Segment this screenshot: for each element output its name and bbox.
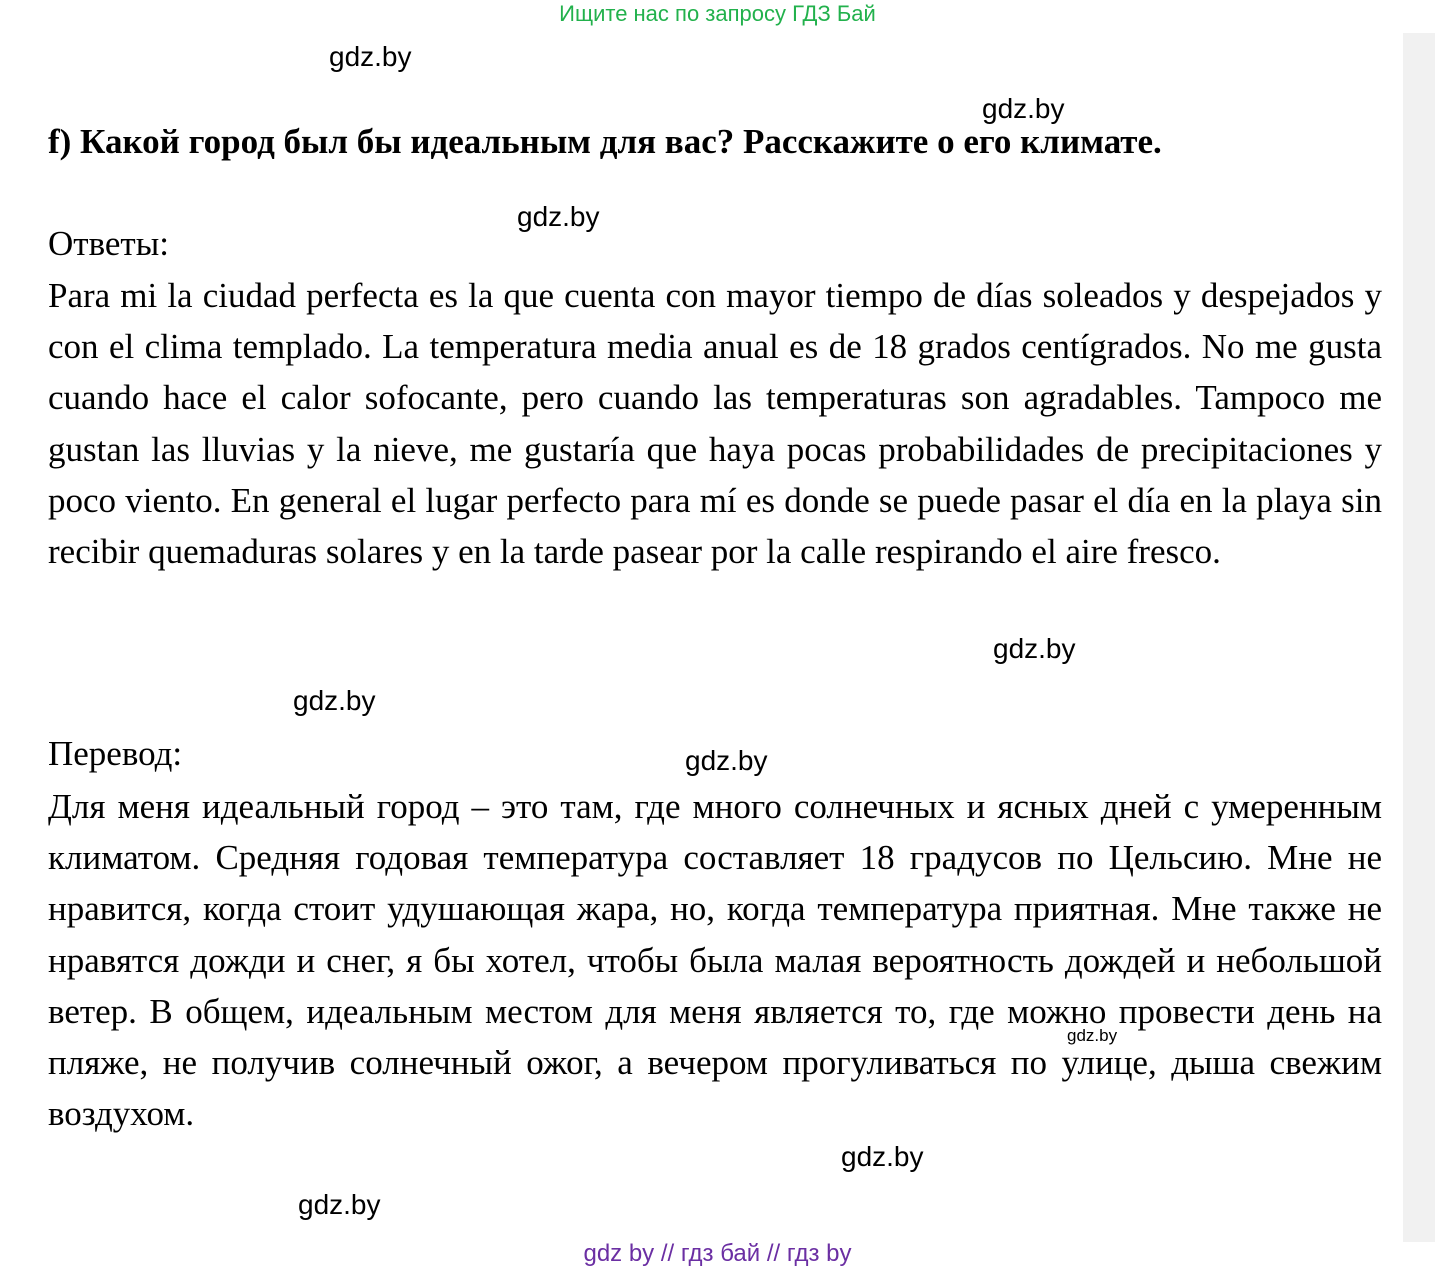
- watermark: gdz.by: [1067, 1026, 1118, 1045]
- watermark: gdz.by: [982, 93, 1065, 124]
- watermark: gdz.by: [293, 685, 376, 716]
- question-heading: f) Какой город был бы идеальным для вас? Расскажите о его климате.: [48, 122, 1162, 161]
- translation-label: Перевод:: [48, 734, 183, 773]
- promo-banner[interactable]: Ищите нас по запросу ГДЗ Бай: [559, 1, 876, 26]
- watermark: gdz.by: [993, 633, 1076, 664]
- watermark: gdz.by: [841, 1141, 924, 1172]
- translation-paragraph: Для меня идеальный город – это там, где много солнечных и ясных дней с умеренным климатом. Средняя годовая температура составляет 18 градусов по Цельсию. Мне не нравится, когда стоит удушающая жара, но, когда температура приятная. Мне также не нравятся дожди и снег, я бы хотел, чтобы была малая вероятность дождей и небольшой ветер. В общем, идеальным местом для меня является то, где можно провести день на пляже, не получив солнечный ожог, а вечером прогуливаться по улице, дыша свежим воздухом.: [48, 787, 1382, 1134]
- watermark: gdz.by: [298, 1189, 381, 1220]
- answer-paragraph: Para mi la ciudad perfecta es la que cuenta con mayor tiempo de días soleados y despejados y con el clima templado. La temperatura media anual es de 18 grados centígrados. No me gusta cuando hace el calor sofocante, pero cuando las temperaturas son agradables. Tampoco me gustan las lluvias y la nieve, me gustaría que haya pocas probabilidades de precipitaciones y poco viento. En general el lugar perfecto para mí es donde se puede pasar el día en la playa sin recibir quemaduras solares y en la tarde pasear por la calle respirando el aire fresco.: [48, 276, 1382, 572]
- footer-links[interactable]: gdz by // гдз бай // гдз by: [583, 1240, 852, 1267]
- watermark: gdz.by: [517, 201, 600, 232]
- scrollbar-track[interactable]: [1403, 33, 1435, 1242]
- watermark: gdz.by: [329, 41, 412, 72]
- watermark: gdz.by: [685, 745, 768, 776]
- answers-label: Ответы:: [48, 224, 169, 263]
